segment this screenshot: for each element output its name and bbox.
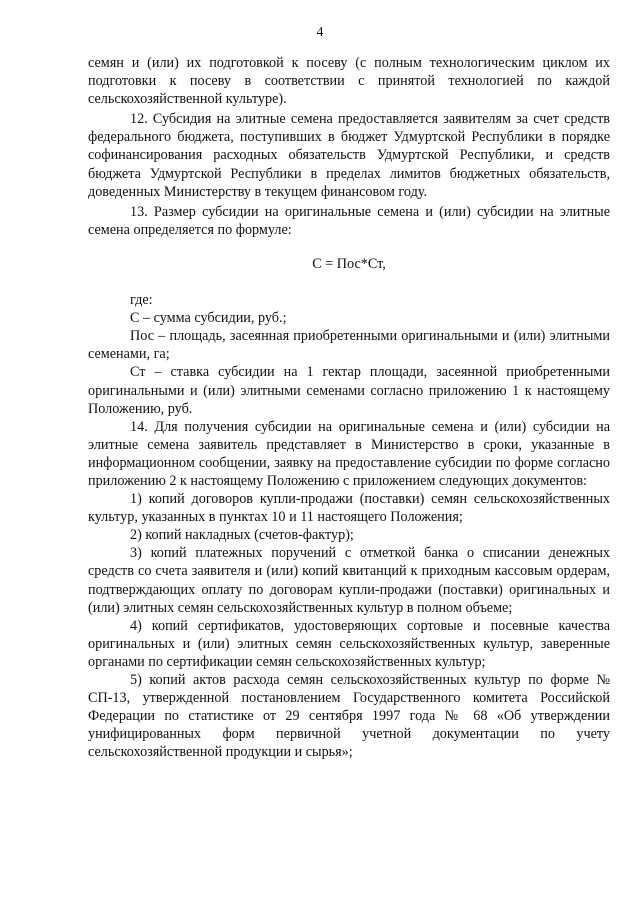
list-item-1: 1) копий договоров купли-продажи (поставки) семян сельскохозяйственных культур, указанных в пунктах 10 и 11 настоящего Положения; [88,491,610,526]
list-item-2: 2) копий накладных (счетов-фактур); [130,527,354,544]
definition-pos: Пос – площадь, засеянная приобретенными оригинальными и (или) элитными семенами, га; [88,328,610,363]
definition-st: Ст – ставка субсидии на 1 гектар площади, засеянной приобретенными оригинальными и (или) элитными семенами согласно приложению 1 к настоящему Положению, руб. [88,364,610,417]
paragraph-14: 14. Для получения субсидии на оригинальные семена и (или) субсидии на элитные семена заявитель представляет в Министерство в сроки, указанные в информационном сообщении, заявку на предоставление субсидии по форме согласно приложению 2 к настоящему Положению с приложением следующих документов: [88,418,610,489]
paragraph-13: 13. Размер субсидии на оригинальные семена и (или) субсидии на элитные семена определяется по формуле: [88,203,610,238]
where-label: где: [130,292,153,309]
list-item-4: 4) копий сертификатов, удостоверяющих сортовые и посевные качества оригинальных и (или) элитных семян сельскохозяйственных культур, заверенные органами по сертификации семян сельскохозяйственных культур; [88,617,610,670]
document-body [88,54,610,761]
subsidy-formula: С = Пос*Ст, [312,255,386,272]
definition-c: С – сумма субсидии, руб.; [130,310,287,327]
page-number: 4 [316,24,324,39]
list-item-3: 3) копий платежных поручений с отметкой банка о списании денежных средств со счета заявителя и (или) копий квитанций к приходным кассовым ордерам, подтверждающих оплату по договорам купли-продажи (поставки) оригинальных и (или) элитных семян сельскохозяйственных культур в полном объеме; [88,545,610,616]
paragraph-12: 12. Субсидия на элитные семена предоставляется заявителям за счет средств федерального бюджета, поступивших в бюджет Удмуртской Республики в порядке софинансирования расходных обязательств Удмуртской Республики, и средств бюджета Удмуртской Республики в пределах лимитов бюджетных обязательств, доведенных Министерству в текущем финансовом году. [88,111,610,200]
list-item-5: 5) копий актов расхода семян сельскохозяйственных культур по форме № СП-13, утвержденной постановлением Государственного комитета Российской Федерации по статистике от 29 сентября 1997 года № 68 «Об утверждении унифицированных форм первичной учетной документации по учету сельскохозяйственной продукции и сырья»; [88,672,610,761]
paragraph-continuation: семян и (или) их подготовкой к посеву (с полным технологическим циклом их подготовки к посеву в соответствии с принятой технологией по каждой сельскохозяйственной культуре). [88,55,610,108]
